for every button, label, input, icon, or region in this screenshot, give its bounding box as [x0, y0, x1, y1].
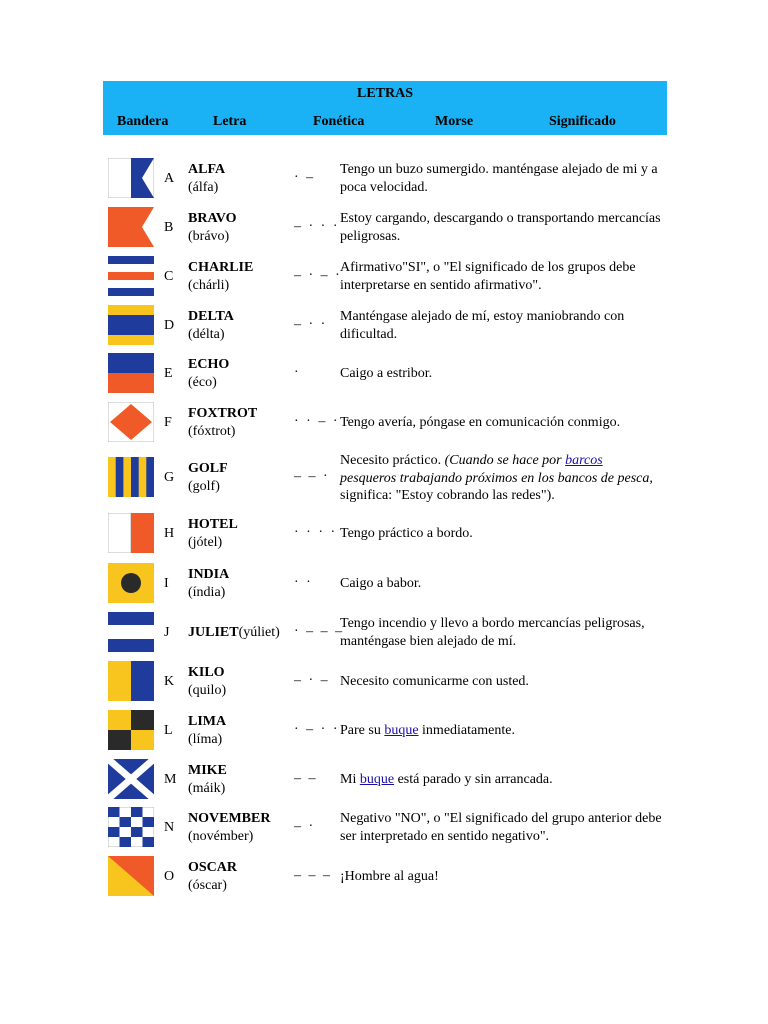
buque-link[interactable]: buque [359, 772, 395, 787]
meaning: Tengo incendio y llevo a bordo mercancías peligrosas, manténgase bien alejado de mí. [340, 616, 645, 649]
word: INDIA (índia) [188, 567, 230, 600]
flag-oscar-icon [108, 856, 154, 896]
meaning: Necesito práctico. (Cuando se hace por barcos pesqueros trabajando próximos en los bancos de pesca, significa: "Estoy cobrando las redes"). [340, 453, 653, 503]
meaning: Necesito comunicarme con usted. [340, 674, 529, 689]
letter: D [164, 318, 175, 333]
morse-code: · · – · · [294, 414, 352, 429]
word: NOVEMBER (novémber) [188, 811, 271, 844]
section-title: LETRAS [356, 86, 414, 101]
meaning: Afirmativo"SI", o "El significado de los grupos debe interpretarse en sentido afirmativo". [340, 260, 636, 293]
meaning: Mi buque está parado y sin arrancada. [340, 772, 553, 787]
flag-november-icon [108, 807, 154, 847]
letter: G [164, 470, 175, 485]
flag-charlie-icon [108, 256, 154, 296]
word: OSCAR (óscar) [188, 860, 238, 893]
meaning: Negativo "NO", o "El significado del grupo anterior debe ser interpretado en sentido negativo". [340, 811, 662, 844]
flag-echo-icon [108, 353, 154, 393]
meaning: Tengo un buzo sumergido. manténgase alejado de mi y a poca velocidad. [340, 162, 658, 195]
word: JULIET(yúliet) [188, 625, 280, 640]
letter: O [164, 869, 175, 884]
flag-golf-icon [108, 457, 154, 497]
letter: M [164, 772, 177, 787]
letter: J [164, 625, 170, 640]
flag-kilo-icon [108, 661, 154, 701]
meaning: Tengo avería, póngase en comunicación conmigo. [340, 415, 621, 430]
flag-hotel-icon [108, 513, 154, 553]
column-header-morse: Morse [435, 114, 474, 129]
morse-code: – · – [294, 673, 330, 688]
meaning: Estoy cargando, descargando o transportando mercancías peligrosas. [340, 211, 661, 244]
word: GOLF (golf) [188, 461, 228, 494]
morse-code: · – [294, 170, 316, 185]
barcos-link[interactable]: barcos [565, 453, 603, 468]
column-header-fonetica: Fonética [313, 114, 365, 129]
flag-juliet-icon [108, 612, 154, 652]
word: BRAVO (brávo) [188, 211, 237, 244]
flag-india-icon [108, 563, 154, 603]
morse-code: – – · [294, 469, 330, 484]
column-header-significado: Significado [549, 114, 616, 129]
morse-code: – – – [294, 868, 332, 883]
meaning: Manténgase alejado de mí, estoy maniobrando con dificultad. [340, 309, 625, 342]
flag-bravo-icon [108, 207, 154, 247]
word: CHARLIE (chárli) [188, 260, 254, 293]
letter: B [164, 220, 174, 235]
morse-code: – · · [294, 317, 328, 332]
morse-code: · – – – [294, 624, 345, 639]
morse-code: – · [294, 819, 316, 834]
letter: N [164, 820, 175, 835]
word: HOTEL (jótel) [188, 517, 238, 550]
meaning: ¡Hombre al agua! [340, 869, 439, 884]
morse-code: – · · · [294, 219, 340, 234]
letter: A [164, 171, 175, 186]
word: DELTA (délta) [188, 309, 234, 342]
flag-delta-icon [108, 305, 154, 345]
morse-code: – · – · [294, 268, 342, 283]
letter: C [164, 269, 174, 284]
buque-link[interactable]: buque [384, 723, 419, 738]
meaning: Caigo a babor. [340, 576, 422, 591]
morse-code: · – · · [294, 722, 340, 737]
flag-alfa-icon [108, 158, 154, 198]
flag-mike-icon [108, 759, 154, 799]
morse-code: · · [294, 575, 313, 590]
column-header-bandera: Bandera [117, 114, 169, 129]
word: ECHO (éco) [188, 357, 230, 390]
column-header-letra: Letra [213, 114, 247, 129]
morse-code: – – [294, 771, 318, 786]
meaning: Caigo a estribor. [340, 366, 433, 381]
meaning: Pare su buque inmediatamente. [340, 723, 515, 738]
word: MIKE (máik) [188, 763, 227, 796]
word: KILO (quilo) [188, 665, 227, 698]
word: FOXTROT (fóxtrot) [188, 406, 258, 439]
letter: E [164, 366, 173, 381]
letter: L [164, 723, 173, 738]
letter: F [164, 415, 172, 430]
flag-foxtrot-icon [108, 402, 154, 442]
table-header [103, 81, 667, 135]
flag-lima-icon [108, 710, 154, 750]
letter: K [164, 674, 175, 689]
word: ALFA (álfa) [188, 162, 226, 195]
word: LIMA (líma) [188, 714, 227, 747]
letter: I [164, 576, 169, 591]
letter: H [164, 526, 175, 541]
morse-code: · [294, 365, 301, 380]
meaning: Tengo práctico a bordo. [340, 526, 473, 541]
morse-code: · · · · [294, 525, 338, 540]
